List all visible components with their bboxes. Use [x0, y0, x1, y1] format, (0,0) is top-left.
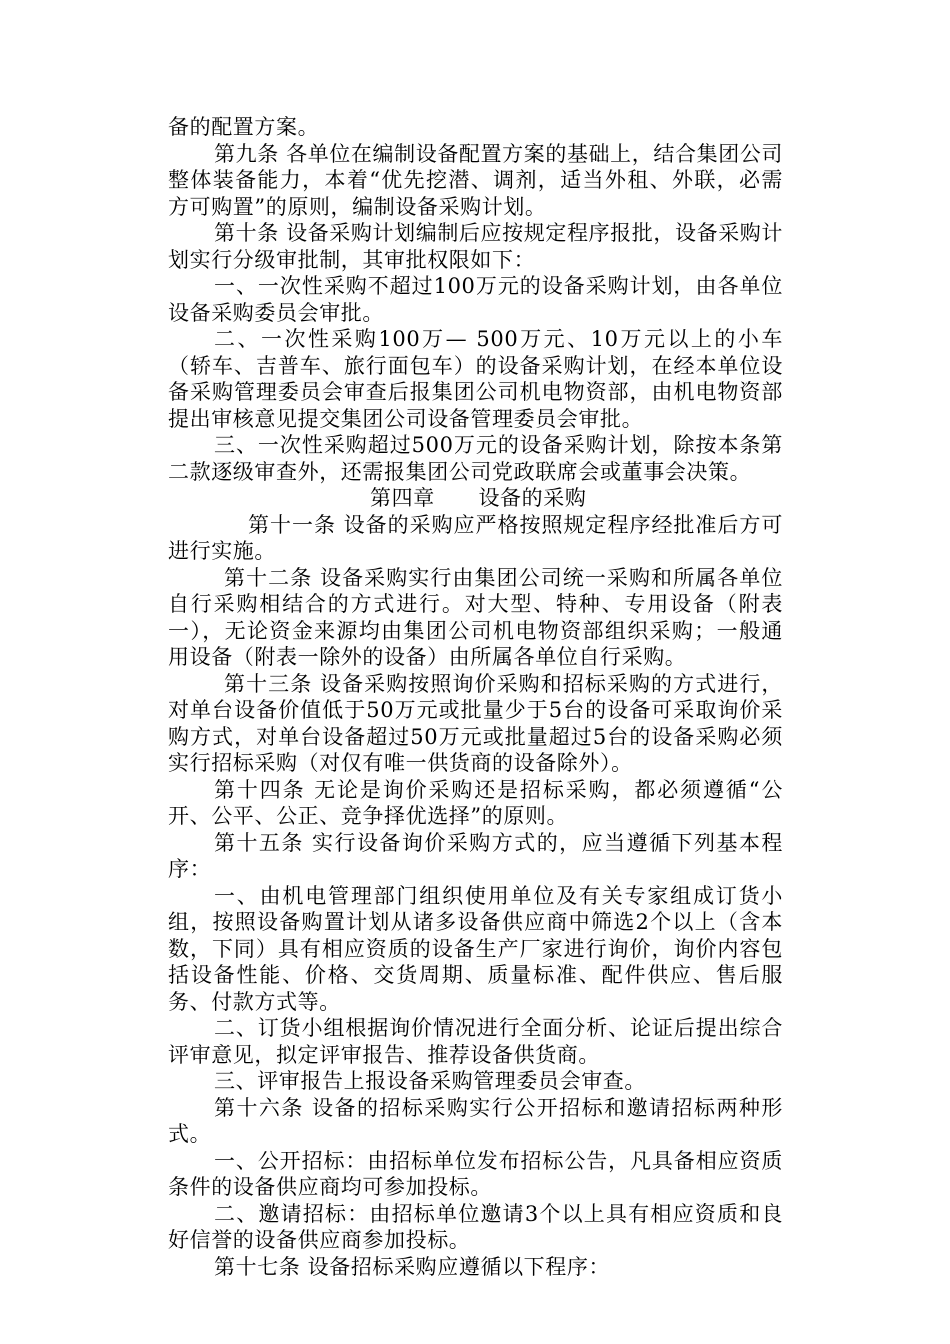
article-10-item-1: 一、一次性采购不超过100万元的设备采购计划，由各单位设备采购委员会审批。	[168, 274, 783, 325]
document-page	[168, 114, 783, 1280]
article-11: 第十一条 设备的采购应严格按照规定程序经批准后方可进行实施。	[168, 512, 783, 563]
article-10-item-2: 二、一次性采购100万— 500万元、10万元以上的小车（轿车、吉普车、旅行面包车）的设备采购计划，在经本单位设备采购管理委员会审查后报集团公司机电物资部，由机电物资部提出审核意见提交集团公司设备管理委员会审批。	[168, 327, 783, 431]
article-16-item-2: 二、邀请招标：由招标单位邀请3个以上具有相应资质和良好信誉的设备供应商参加投标。	[168, 1201, 783, 1252]
article-9: 第九条 各单位在编制设备配置方案的基础上，结合集团公司整体装备能力，本着“优先挖潜、调剂，适当外租、外联，必需方可购置”的原则，编制设备采购计划。	[168, 141, 783, 219]
article-16-item-1: 一、公开招标：由招标单位发布招标公告，凡具备相应资质条件的设备供应商均可参加投标。	[168, 1148, 783, 1199]
chapter-4-heading: 第四章 设备的采购	[370, 486, 587, 510]
article-13: 第十三条 设备采购按照询价采购和招标采购的方式进行，对单台设备价值低于50万元或批量少于5台的设备可采取询价采购方式，对单台设备超过50万元或批量超过5台的设备采购必须实行招标采购（对仅有唯一供货商的设备除外）。	[168, 671, 783, 775]
article-12: 第十二条 设备采购实行由集团公司统一采购和所属各单位自行采购相结合的方式进行。对大型、特种、专用设备（附表一），无论资金来源均由集团公司机电物资部组织采购；一般通用设备（附表一除外的设备）由所属各单位自行采购。	[168, 565, 783, 669]
article-10-item-3: 三、一次性采购超过500万元的设备采购计划，除按本条第二款逐级审查外，还需报集团公司党政联席会或董事会决策。	[168, 433, 783, 484]
article-16: 第十六条 设备的招标采购实行公开招标和邀请招标两种形式。	[168, 1095, 783, 1146]
article-17: 第十七条 设备招标采购应遵循以下程序：	[214, 1254, 611, 1279]
article-15-item-3: 三、评审报告上报设备采购管理委员会审查。	[214, 1069, 646, 1093]
article-15-item-1: 一、由机电管理部门组织使用单位及有关专家组成订货小组，按照设备购置计划从诸多设备供应商中筛选2个以上（含本数，下同）具有相应资质的设备生产厂家进行询价，询价内容包括设备性能、价格、交货周期、质量标准、配件供应、售后服务、付款方式等。	[168, 883, 783, 1014]
article-14: 第十四条 无论是询价采购还是招标采购，都必须遵循“公开、公平、公正、竞争择优选择”的原则。	[168, 777, 783, 828]
article-10: 第十条 设备采购计划编制后应按规定程序报批，设备采购计划实行分级审批制，其审批权限如下：	[168, 221, 783, 272]
article-15: 第十五条 实行设备询价采购方式的，应当遵循下列基本程序：	[168, 830, 783, 881]
paragraph-continuation: 备的配置方案。	[168, 115, 320, 139]
article-15-item-2: 二、订货小组根据询价情况进行全面分析、论证后提出综合评审意见，拟定评审报告、推荐设备供货商。	[168, 1016, 783, 1067]
